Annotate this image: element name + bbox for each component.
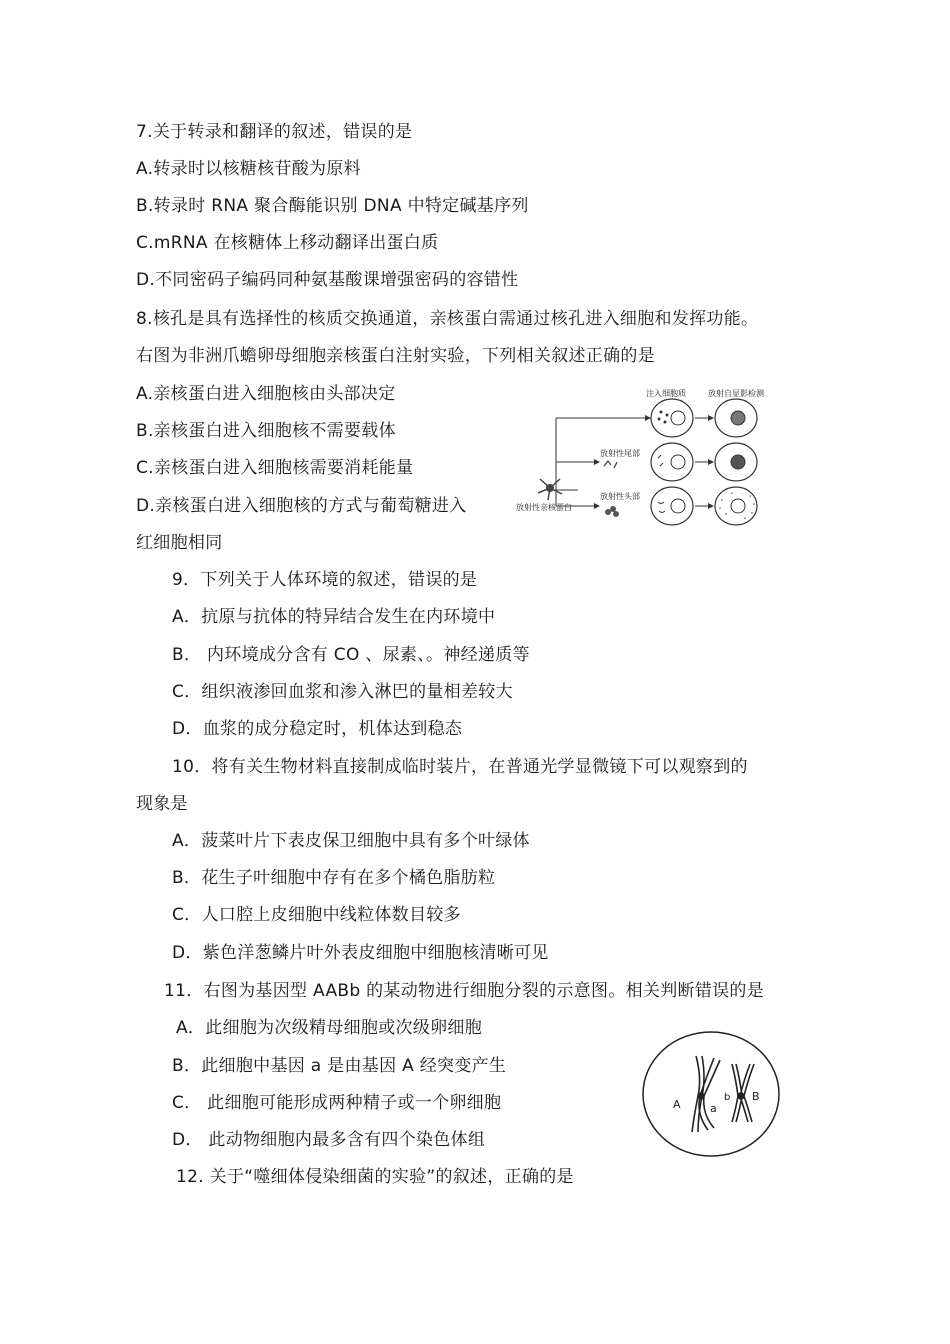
cell-division-figure [640, 1028, 782, 1160]
gene-label-b: b [724, 1092, 731, 1103]
chromosome-left [692, 1056, 720, 1132]
q8-option-b: B.亲核蛋白进入细胞核不需要载体 [136, 421, 396, 441]
cell-row2-injected [651, 443, 693, 481]
q10-option-b: B．花生子叶细胞中存有在多个橘色脂肪粒 [172, 868, 496, 888]
q8-option-d-line2: 红细胞相同 [136, 533, 223, 553]
q7-option-d: D.不同密码子编码同种氨基酸课增强密码的容错性 [136, 270, 519, 290]
figure-label-protein: 放射性亲核蛋白 [516, 503, 572, 512]
chromosome-right [732, 1064, 754, 1122]
q9-option-d: D．血浆的成分稳定时，机体达到稳态 [172, 719, 463, 739]
q8-option-d-line1: D.亲核蛋白进入细胞核的方式与葡萄糖进入 [136, 496, 467, 516]
q12-stem: 12. 关于“噬细体侵染细菌的实验”的叙述，正确的是 [176, 1167, 574, 1187]
q8-option-c: C.亲核蛋白进入细胞核需要消耗能量 [136, 458, 414, 478]
q8-stem-line1: 8.核孔是具有选择性的核质交换通道，亲核蛋白需通过核孔进入细胞和发挥功能。 [136, 309, 759, 329]
q10-stem-line1: 10．将有关生物材料直接制成临时装片，在普通光学显微镜下可以观察到的 [172, 757, 748, 777]
cell-row3-detected [715, 487, 757, 525]
q10-option-c: C．人口腔上皮细胞中线粒体数目较多 [172, 905, 461, 925]
q7-option-b: B.转录时 RNA 聚合酶能识别 DNA 中特定碱基序列 [136, 196, 529, 216]
gene-label-a: a [710, 1102, 717, 1115]
cell-row1-injected [651, 399, 693, 437]
figure-label-tail: 放射性尾部 [600, 449, 640, 458]
nuclear-protein-experiment-figure [510, 378, 800, 533]
q11-stem: 11．右图为基因型 AABb 的某动物进行细胞分裂的示意图。相关判断错误的是 [164, 981, 765, 1001]
q11-option-b: B．此细胞中基因 a 是由基因 A 经突变产生 [172, 1056, 507, 1076]
q7-option-a: A.转录时以核糖核苷酸为原料 [136, 159, 361, 179]
q8-option-a: A.亲核蛋白进入细胞核由头部决定 [136, 384, 396, 404]
q9-option-b: B． 内环境成分含有 CO 、尿素、。神经递质等 [172, 645, 530, 665]
figure-label-head: 放射性头部 [600, 492, 640, 501]
gene-label-B: B [752, 1090, 760, 1103]
cell-row2-detected [715, 443, 757, 481]
figure-label-detect: 放射自显影检测 [708, 389, 764, 398]
q8-stem-line2: 右图为非洲爪蟾卵母细胞亲核蛋白注射实验，下列相关叙述正确的是 [136, 346, 655, 366]
q10-option-d: D．紫色洋葱鳞片叶外表皮细胞中细胞核清晰可见 [172, 943, 549, 963]
cell-row1-detected [715, 399, 757, 437]
q7-stem: 7.关于转录和翻译的叙述，错误的是 [136, 122, 413, 142]
figure-label-inject: 注入细胞质 [646, 389, 686, 398]
q10-stem-line2: 现象是 [136, 794, 188, 814]
q11-option-d: D． 此动物细胞内最多含有四个染色体组 [172, 1130, 486, 1150]
q7-option-c: C.mRNA 在核糖体上移动翻译出蛋白质 [136, 233, 439, 253]
q10-option-a: A．菠菜叶片下表皮保卫细胞中具有多个叶绿体 [172, 831, 530, 851]
head-fragments-icon [605, 506, 619, 517]
tail-fragments-icon [604, 461, 617, 468]
q9-option-a: A．抗原与抗体的特异结合发生在内环境中 [172, 607, 496, 627]
gene-label-A: A [673, 1098, 681, 1111]
q9-stem: 9．下列关于人体环境的叙述，错误的是 [172, 570, 478, 590]
q11-option-c: C． 此细胞可能形成两种精子或一个卵细胞 [172, 1093, 502, 1113]
cell-row3-injected [651, 487, 693, 525]
q9-option-c: C．组织液渗回血浆和渗入淋巴的量相差较大 [172, 682, 513, 702]
q11-option-a: A．此细胞为次级精母细胞或次级卵细胞 [176, 1018, 483, 1038]
